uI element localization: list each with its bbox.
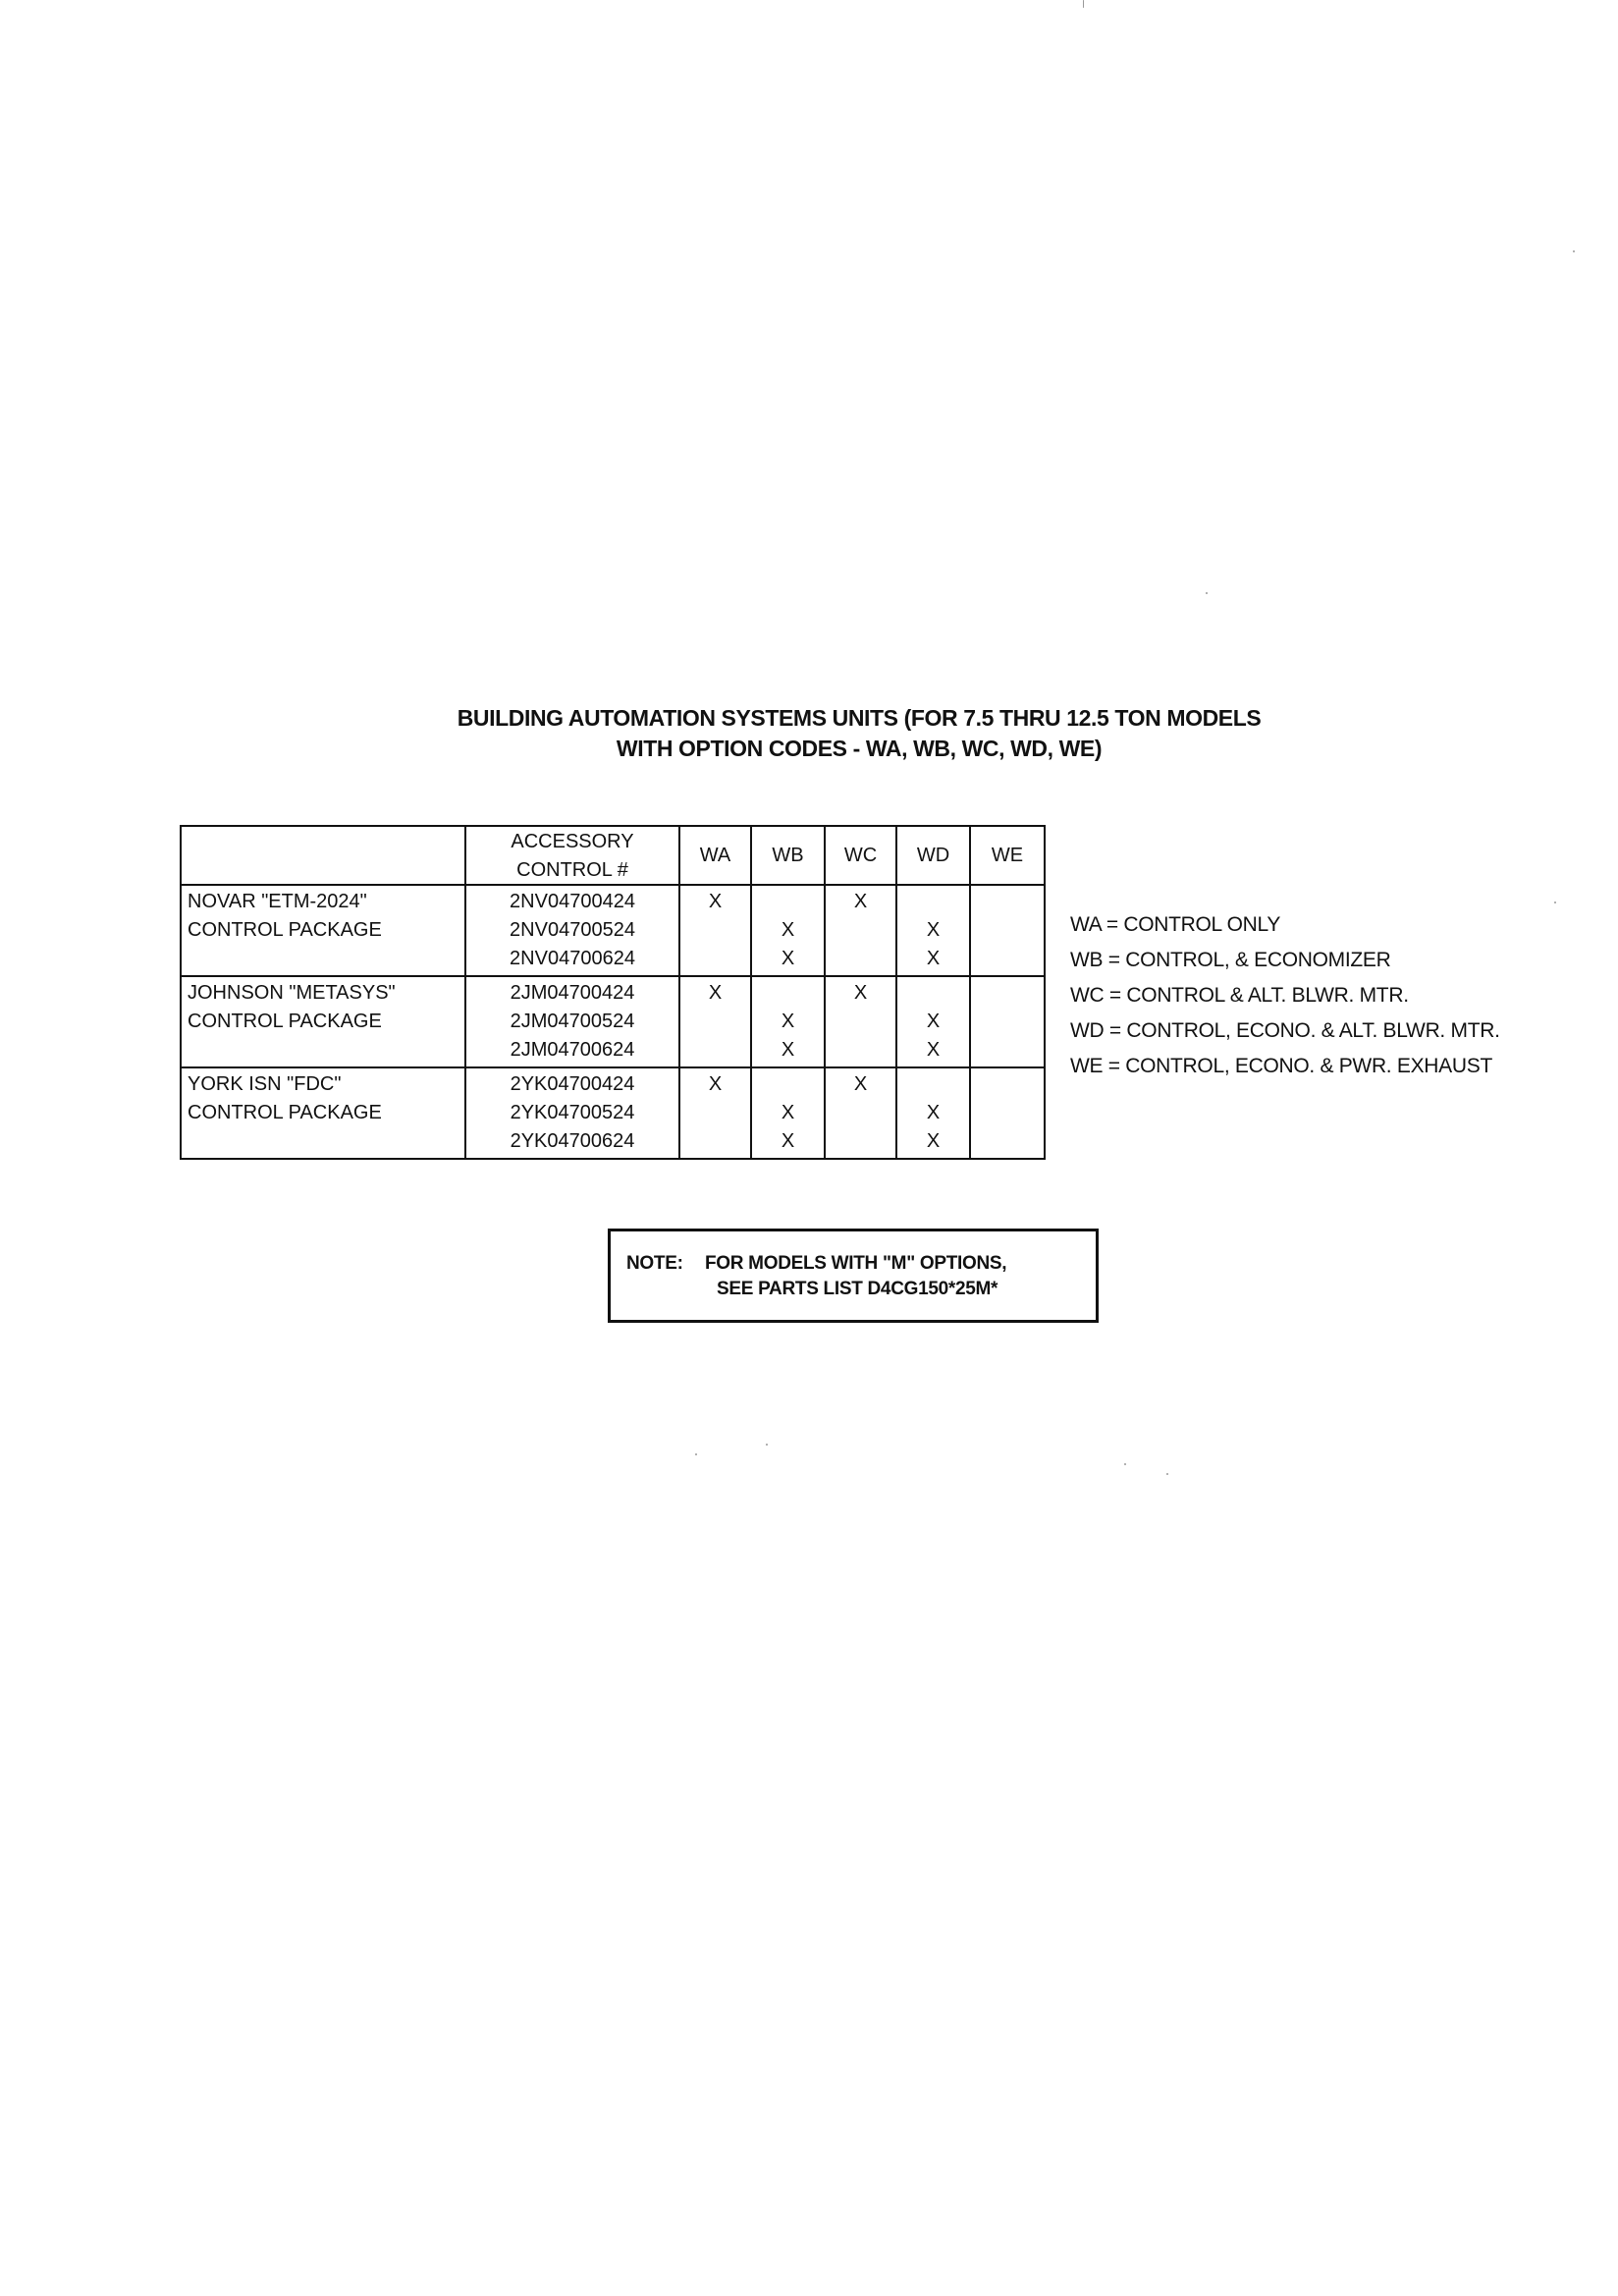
note-text-2: SEE PARTS LIST D4CG150*25M* [717, 1279, 998, 1299]
header-wa: WA [679, 826, 751, 885]
parts-note-box [608, 1229, 1099, 1323]
accessory-control-cell: 2YK04700424 2YK04700524 2YK04700624 [465, 1067, 679, 1159]
header-wc: WC [825, 826, 896, 885]
accessory-control-cell: 2NV04700424 2NV04700524 2NV04700624 [465, 885, 679, 976]
option-wa-cell: X [679, 885, 751, 976]
title-line-1: BUILDING AUTOMATION SYSTEMS UNITS (FOR 7.5 THRU 12.5 TON MODELS [457, 705, 1262, 731]
option-wa-cell: X [679, 1067, 751, 1159]
option-wd-cell: X X [896, 1067, 970, 1159]
option-wa-cell: X [679, 976, 751, 1067]
legend-item-we: WE = CONTROL, ECONO. & PWR. EXHAUST [1070, 1055, 1492, 1077]
option-wd-cell: X X [896, 885, 970, 976]
table-row [181, 1067, 1045, 1159]
table-row [181, 976, 1045, 1067]
option-wb-cell: X X [751, 1067, 825, 1159]
option-code-legend [1070, 907, 1500, 1084]
option-wd-cell: X X [896, 976, 970, 1067]
accessory-control-cell: 2JM04700424 2JM04700524 2JM04700624 [465, 976, 679, 1067]
scan-speck [1573, 250, 1575, 252]
option-we-cell [970, 1067, 1045, 1159]
option-we-cell [970, 976, 1045, 1067]
legend-item-wb: WB = CONTROL, & ECONOMIZER [1070, 949, 1391, 971]
header-we: WE [970, 826, 1045, 885]
option-wc-cell: X [825, 976, 896, 1067]
note-text-1: FOR MODELS WITH "M" OPTIONS, [705, 1253, 1007, 1274]
scan-speck [766, 1444, 768, 1446]
scan-speck [1206, 592, 1208, 594]
bas-control-table [180, 825, 1046, 1160]
scan-speck [695, 1453, 697, 1455]
note-label: NOTE: [626, 1253, 683, 1274]
option-we-cell [970, 885, 1045, 976]
table-header-row [181, 826, 1045, 885]
header-package [181, 826, 465, 885]
legend-item-wc: WC = CONTROL & ALT. BLWR. MTR. [1070, 984, 1409, 1007]
header-wb: WB [751, 826, 825, 885]
note-line-1 [626, 1251, 1096, 1277]
option-wc-cell: X [825, 1067, 896, 1159]
package-cell: YORK ISN "FDC" CONTROL PACKAGE [181, 1067, 465, 1159]
legend-item-wd: WD = CONTROL, ECONO. & ALT. BLWR. MTR. [1070, 1019, 1500, 1042]
scan-speck [1083, 0, 1084, 8]
table-row [181, 885, 1045, 976]
scan-speck [1166, 1473, 1168, 1475]
option-wb-cell: X X [751, 976, 825, 1067]
header-accessory-control: ACCESSORY CONTROL # [465, 826, 679, 885]
scan-speck [1554, 902, 1556, 903]
title-line-2: WITH OPTION CODES - WA, WB, WC, WD, WE) [616, 736, 1103, 761]
document-title [295, 703, 1424, 764]
package-cell: NOVAR "ETM-2024" CONTROL PACKAGE [181, 885, 465, 976]
header-wd: WD [896, 826, 970, 885]
option-wb-cell: X X [751, 885, 825, 976]
option-wc-cell: X [825, 885, 896, 976]
package-cell: JOHNSON "METASYS" CONTROL PACKAGE [181, 976, 465, 1067]
scan-speck [1124, 1463, 1126, 1465]
legend-item-wa: WA = CONTROL ONLY [1070, 913, 1281, 936]
